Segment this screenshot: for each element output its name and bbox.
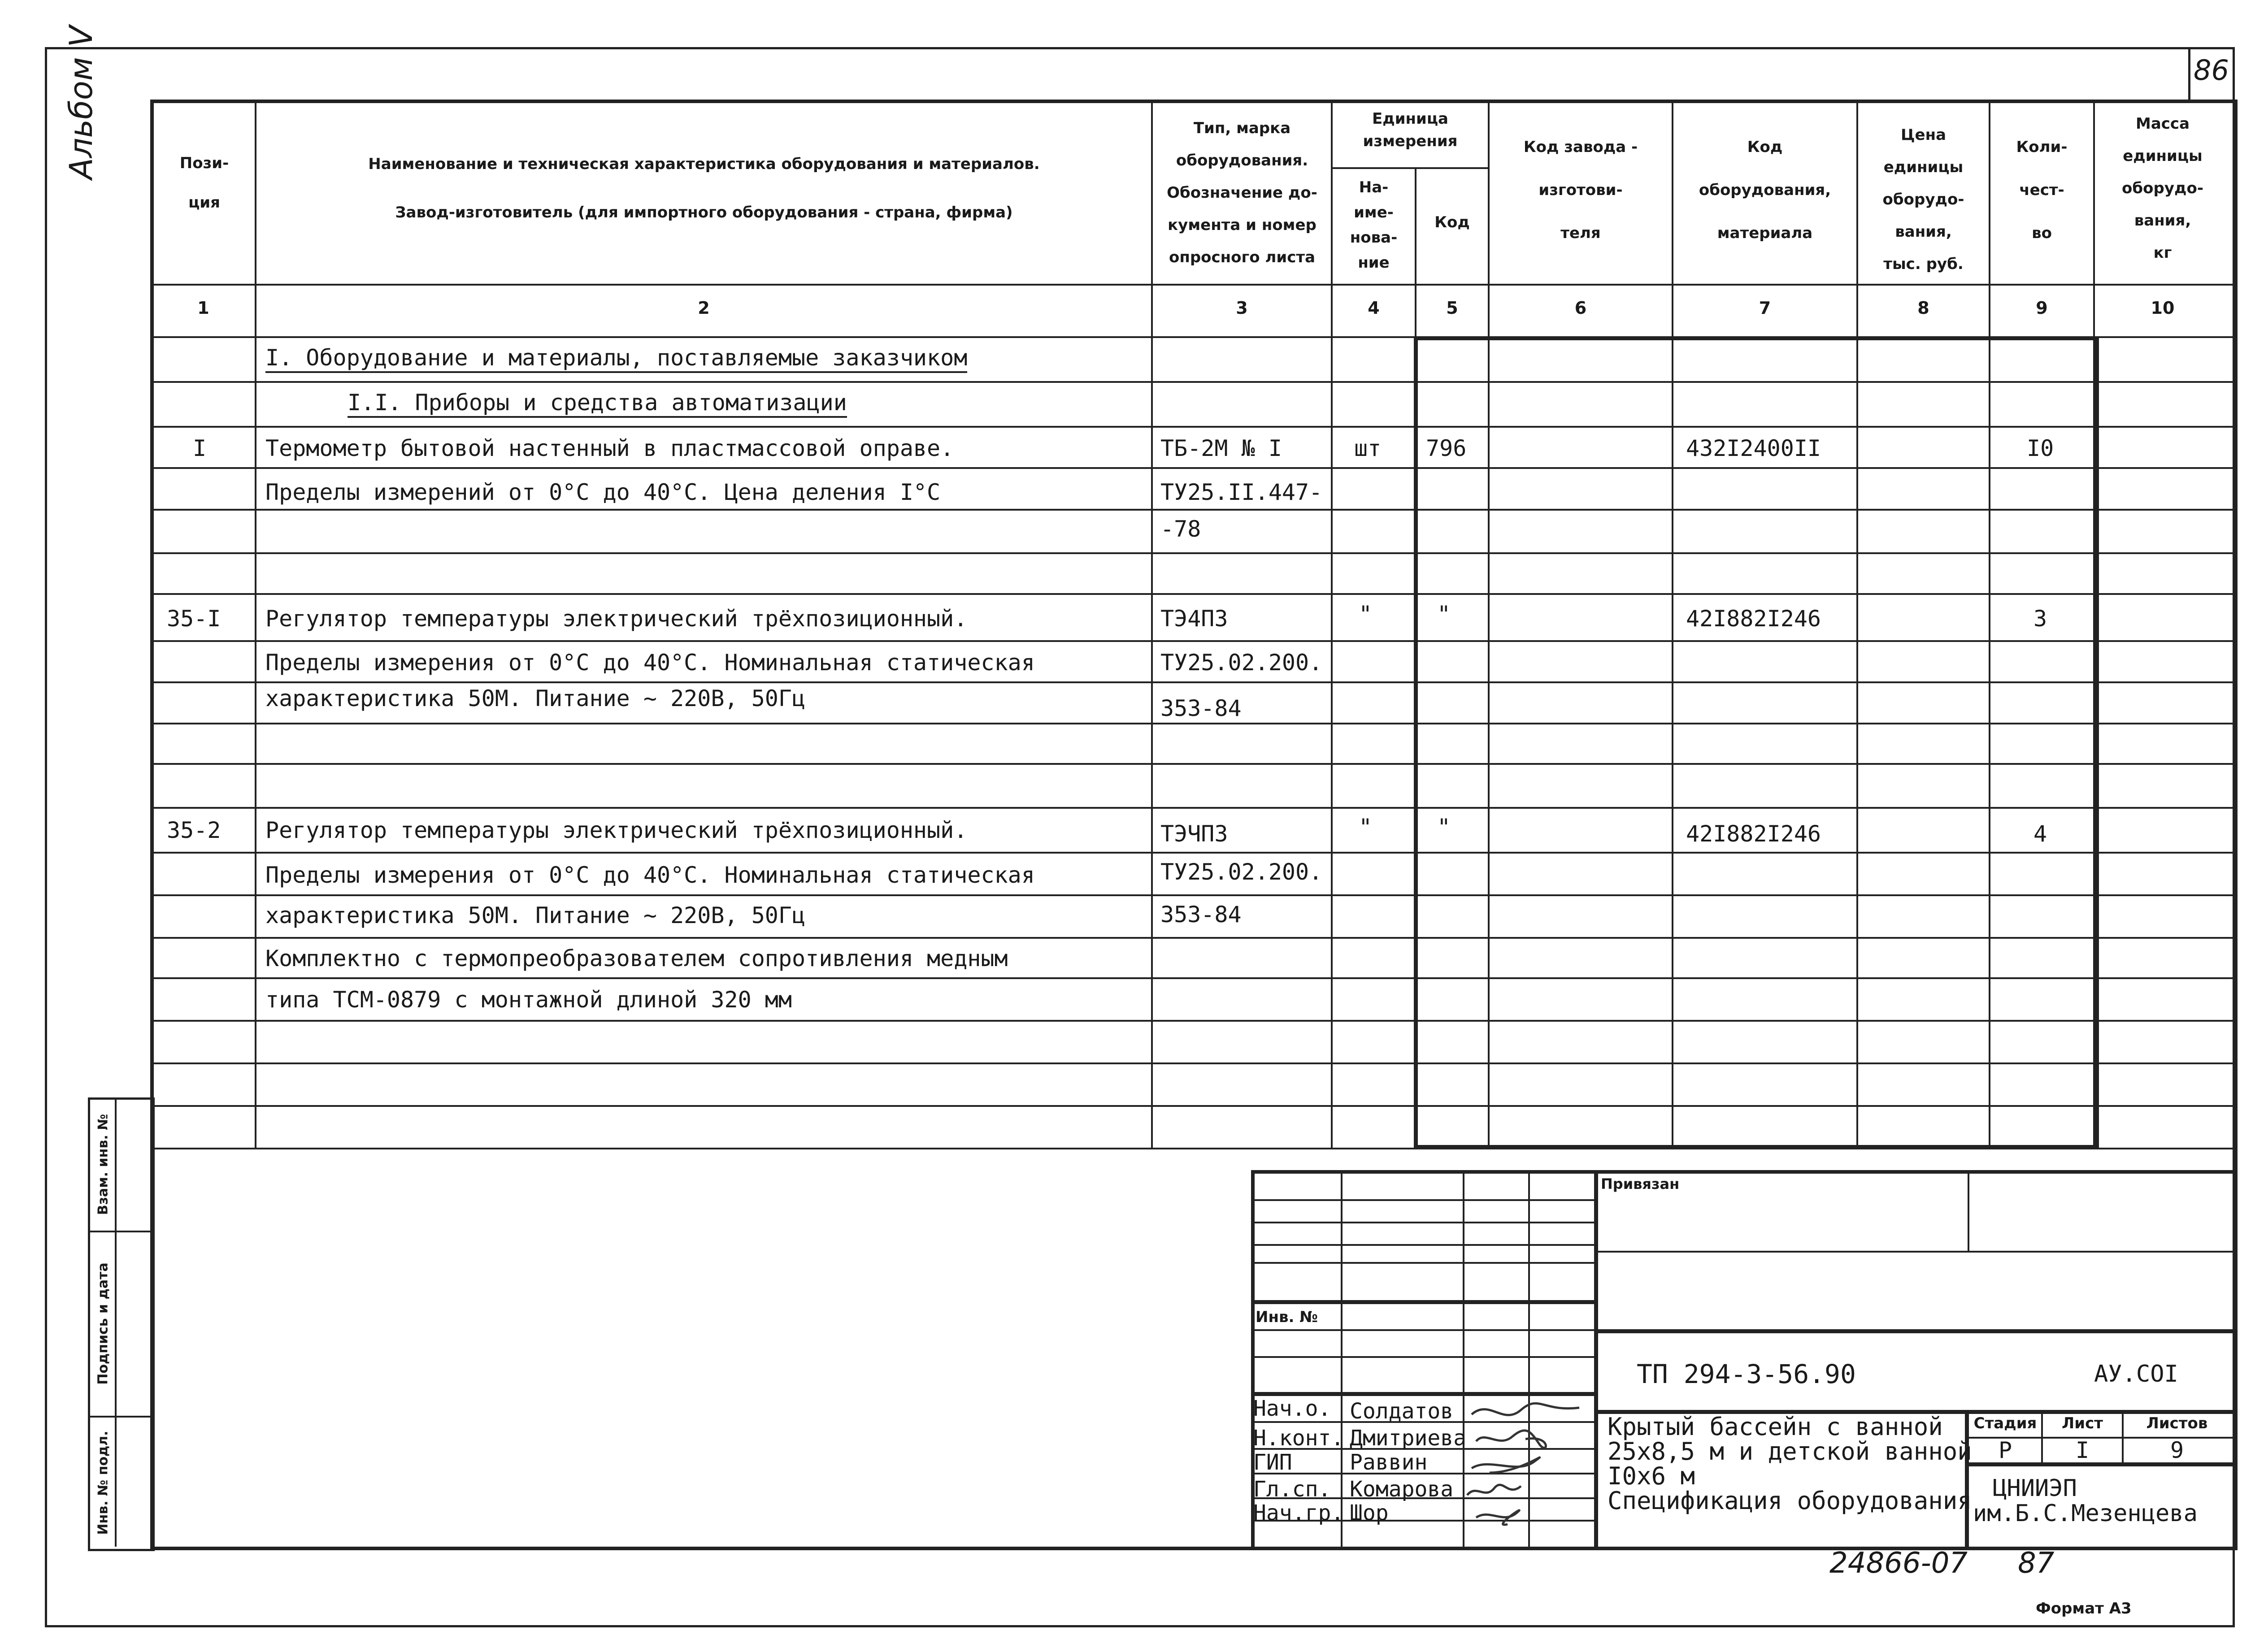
stamp-sheets: 9 (2170, 1437, 2184, 1463)
stamp-doc-mark: АУ.COI (2094, 1361, 2178, 1388)
table-row-type: ТЭЧП3 (1160, 821, 1228, 847)
table-row-unit-code: " (1437, 601, 1451, 627)
stamp-role: Нач.гр. (1253, 1500, 1344, 1526)
header-eq-code: Код оборудования, материала (1699, 138, 1831, 242)
stamp-doc-code: ТП 294-3-56.90 (1637, 1359, 1856, 1389)
table-row-type: ТУ25.02.200. (1160, 650, 1323, 676)
stamp-sheets-label: Листов (2146, 1414, 2208, 1432)
stamp-org-l2: им.Б.С.Мезенцева (1973, 1500, 2198, 1527)
stamp-title-l4: Спецификация оборудования (1608, 1487, 1972, 1515)
album-label: Альбом V (63, 26, 100, 179)
table-row-type: ТУ25.02.200. (1160, 859, 1323, 885)
margin-inv-podl: Инв. № подл. (95, 1431, 111, 1535)
col-number-3: 3 (1236, 298, 1248, 318)
signature-marks (1463, 1394, 1597, 1547)
stamp-role-name: Солдатов (1350, 1399, 1454, 1424)
header-mass: Масса единицы оборудо- вания, кг (2122, 115, 2203, 262)
table-row-eq-code: 432I2400II (1686, 435, 1821, 461)
table-row-name: типа ТСМ-0879 с монтажной длиной 320 мм (265, 987, 792, 1013)
stamp-role-name: Комарова (1350, 1477, 1454, 1502)
stamp-role: Нач.о. (1253, 1396, 1331, 1421)
archive-number: 24866-07 (1829, 1547, 1968, 1580)
table-row-qty: 3 (2033, 606, 2047, 632)
table-row-eq-code: 42I882I246 (1686, 821, 1821, 847)
table-row-name: характеристика 50М. Питание ~ 220В, 50Гц (265, 902, 806, 928)
stamp-role: Н.конт. (1253, 1426, 1344, 1451)
table-row-qty: 4 (2033, 821, 2047, 847)
table-row-name: Регулятор температуры электрический трёхпозиционный. (265, 817, 968, 843)
stamp-stage-label: Стадия (1973, 1414, 2037, 1432)
table-row-position: 35-2 (167, 817, 221, 843)
stamp-role: Гл.сп. (1253, 1477, 1331, 1502)
header-type: Тип, марка оборудования. Обозначение до- кумента и номер опросного листа (1167, 119, 1317, 266)
table-row-unit: " (1359, 814, 1373, 840)
table-row-name: Регулятор температуры электрический трёхпозиционный. (265, 606, 968, 632)
table-row-unit: " (1359, 601, 1373, 627)
stamp-role-name: Шор (1350, 1500, 1389, 1526)
col-number-10: 10 (2151, 298, 2175, 318)
table-row-name: Комплектно с термопреобразователем сопротивления медным (265, 945, 1008, 971)
col-number-5: 5 (1446, 298, 1458, 318)
header-unit-name: На- име- нова- ние (1350, 178, 1398, 272)
stamp-inv-no: Инв. № (1256, 1308, 1318, 1326)
table-row-name: Пределы измерения от 0°C до 40°C. Номинальная статическая (265, 862, 1035, 888)
table-row-unit: шт (1354, 435, 1382, 461)
table-row-qty: I0 (2027, 435, 2054, 461)
col-number-6: 6 (1574, 298, 1587, 318)
table-row-type: ТБ-2М № I (1160, 435, 1282, 461)
table-row-type: -78 (1160, 516, 1201, 542)
table-row-position: I (193, 435, 207, 461)
stamp-org-l1: ЦНИИЭП (1993, 1475, 2077, 1502)
table-row-name: характеристика 50М. Питание ~ 220В, 50Гц (265, 685, 806, 711)
stamp-role: ГИП (1253, 1450, 1292, 1475)
table-row-unit-code: " (1437, 814, 1451, 840)
table-row-type: 353-84 (1160, 902, 1242, 928)
table-row-name: Пределы измерений от 0°C до 40°C. Цена деления I°C (265, 479, 941, 505)
header-price: Цена единицы оборудо- вания, тыс. руб. (1882, 126, 1964, 273)
stamp-title-l3: I0х6 м (1608, 1462, 1695, 1490)
archive-sheet: 87 (2018, 1547, 2055, 1580)
col-number-2: 2 (698, 298, 710, 318)
stamp-role-name: Дмитриева (1350, 1426, 1467, 1451)
header-qty: Коли- чест- во (2016, 138, 2068, 242)
header-unit: Единица измерения (1363, 110, 1458, 150)
format-label: Формат А3 (2036, 1600, 2132, 1617)
table-row-name: Термометр бытовой настенный в пластмассовой оправе. (265, 435, 954, 461)
header-name-b: Завод-изготовитель (для импортного оборудования - страна, фирма) (395, 204, 1013, 221)
col-number-7: 7 (1759, 298, 1771, 318)
table-row-unit-code: 796 (1426, 435, 1467, 461)
margin-vzam: Взам. инв. № (95, 1114, 111, 1215)
table-row-name: Пределы измерения от 0°C до 40°C. Номинальная статическая (265, 650, 1035, 676)
table-row-type: 353-84 (1160, 695, 1242, 721)
stamp-privyazan: Привязан (1601, 1175, 1680, 1192)
header-name-a: Наименование и техническая характеристика оборудования и материалов. (368, 155, 1040, 173)
table-row-type: ТЭ4П3 (1160, 606, 1228, 632)
margin-podpis: Подпись и дата (95, 1262, 111, 1385)
header-unit-code: Код (1434, 213, 1470, 231)
stamp-sheet-label: Лист (2062, 1414, 2103, 1432)
table-row-position: 35-I (167, 606, 221, 632)
table-row-eq-code: 42I882I246 (1686, 606, 1821, 632)
col-number-9: 9 (2036, 298, 2048, 318)
col-number-4: 4 (1368, 298, 1380, 318)
col-number-8: 8 (1917, 298, 1929, 318)
stamp-stage: Р (1998, 1437, 2012, 1463)
header-position: Пози- ция (179, 154, 229, 212)
stamp-title-l2: 25х8,5 м и детской ванной (1608, 1437, 1972, 1466)
table-row-type: ТУ25.II.447- (1160, 479, 1323, 505)
page-number: 86 (2194, 54, 2229, 87)
header-plant-code: Код завода - изготови- теля (1523, 138, 1638, 242)
stamp-role-name: Раввин (1350, 1450, 1428, 1475)
stamp-title-l1: Крытый бассейн с ванной (1608, 1413, 1943, 1441)
stamp-sheet: I (2075, 1437, 2090, 1463)
section-title: I. Оборудование и материалы, поставляемые заказчиком (265, 344, 967, 373)
subsection-title: I.I. Приборы и средства автоматизации (348, 389, 847, 418)
col-number-1: 1 (197, 298, 209, 318)
